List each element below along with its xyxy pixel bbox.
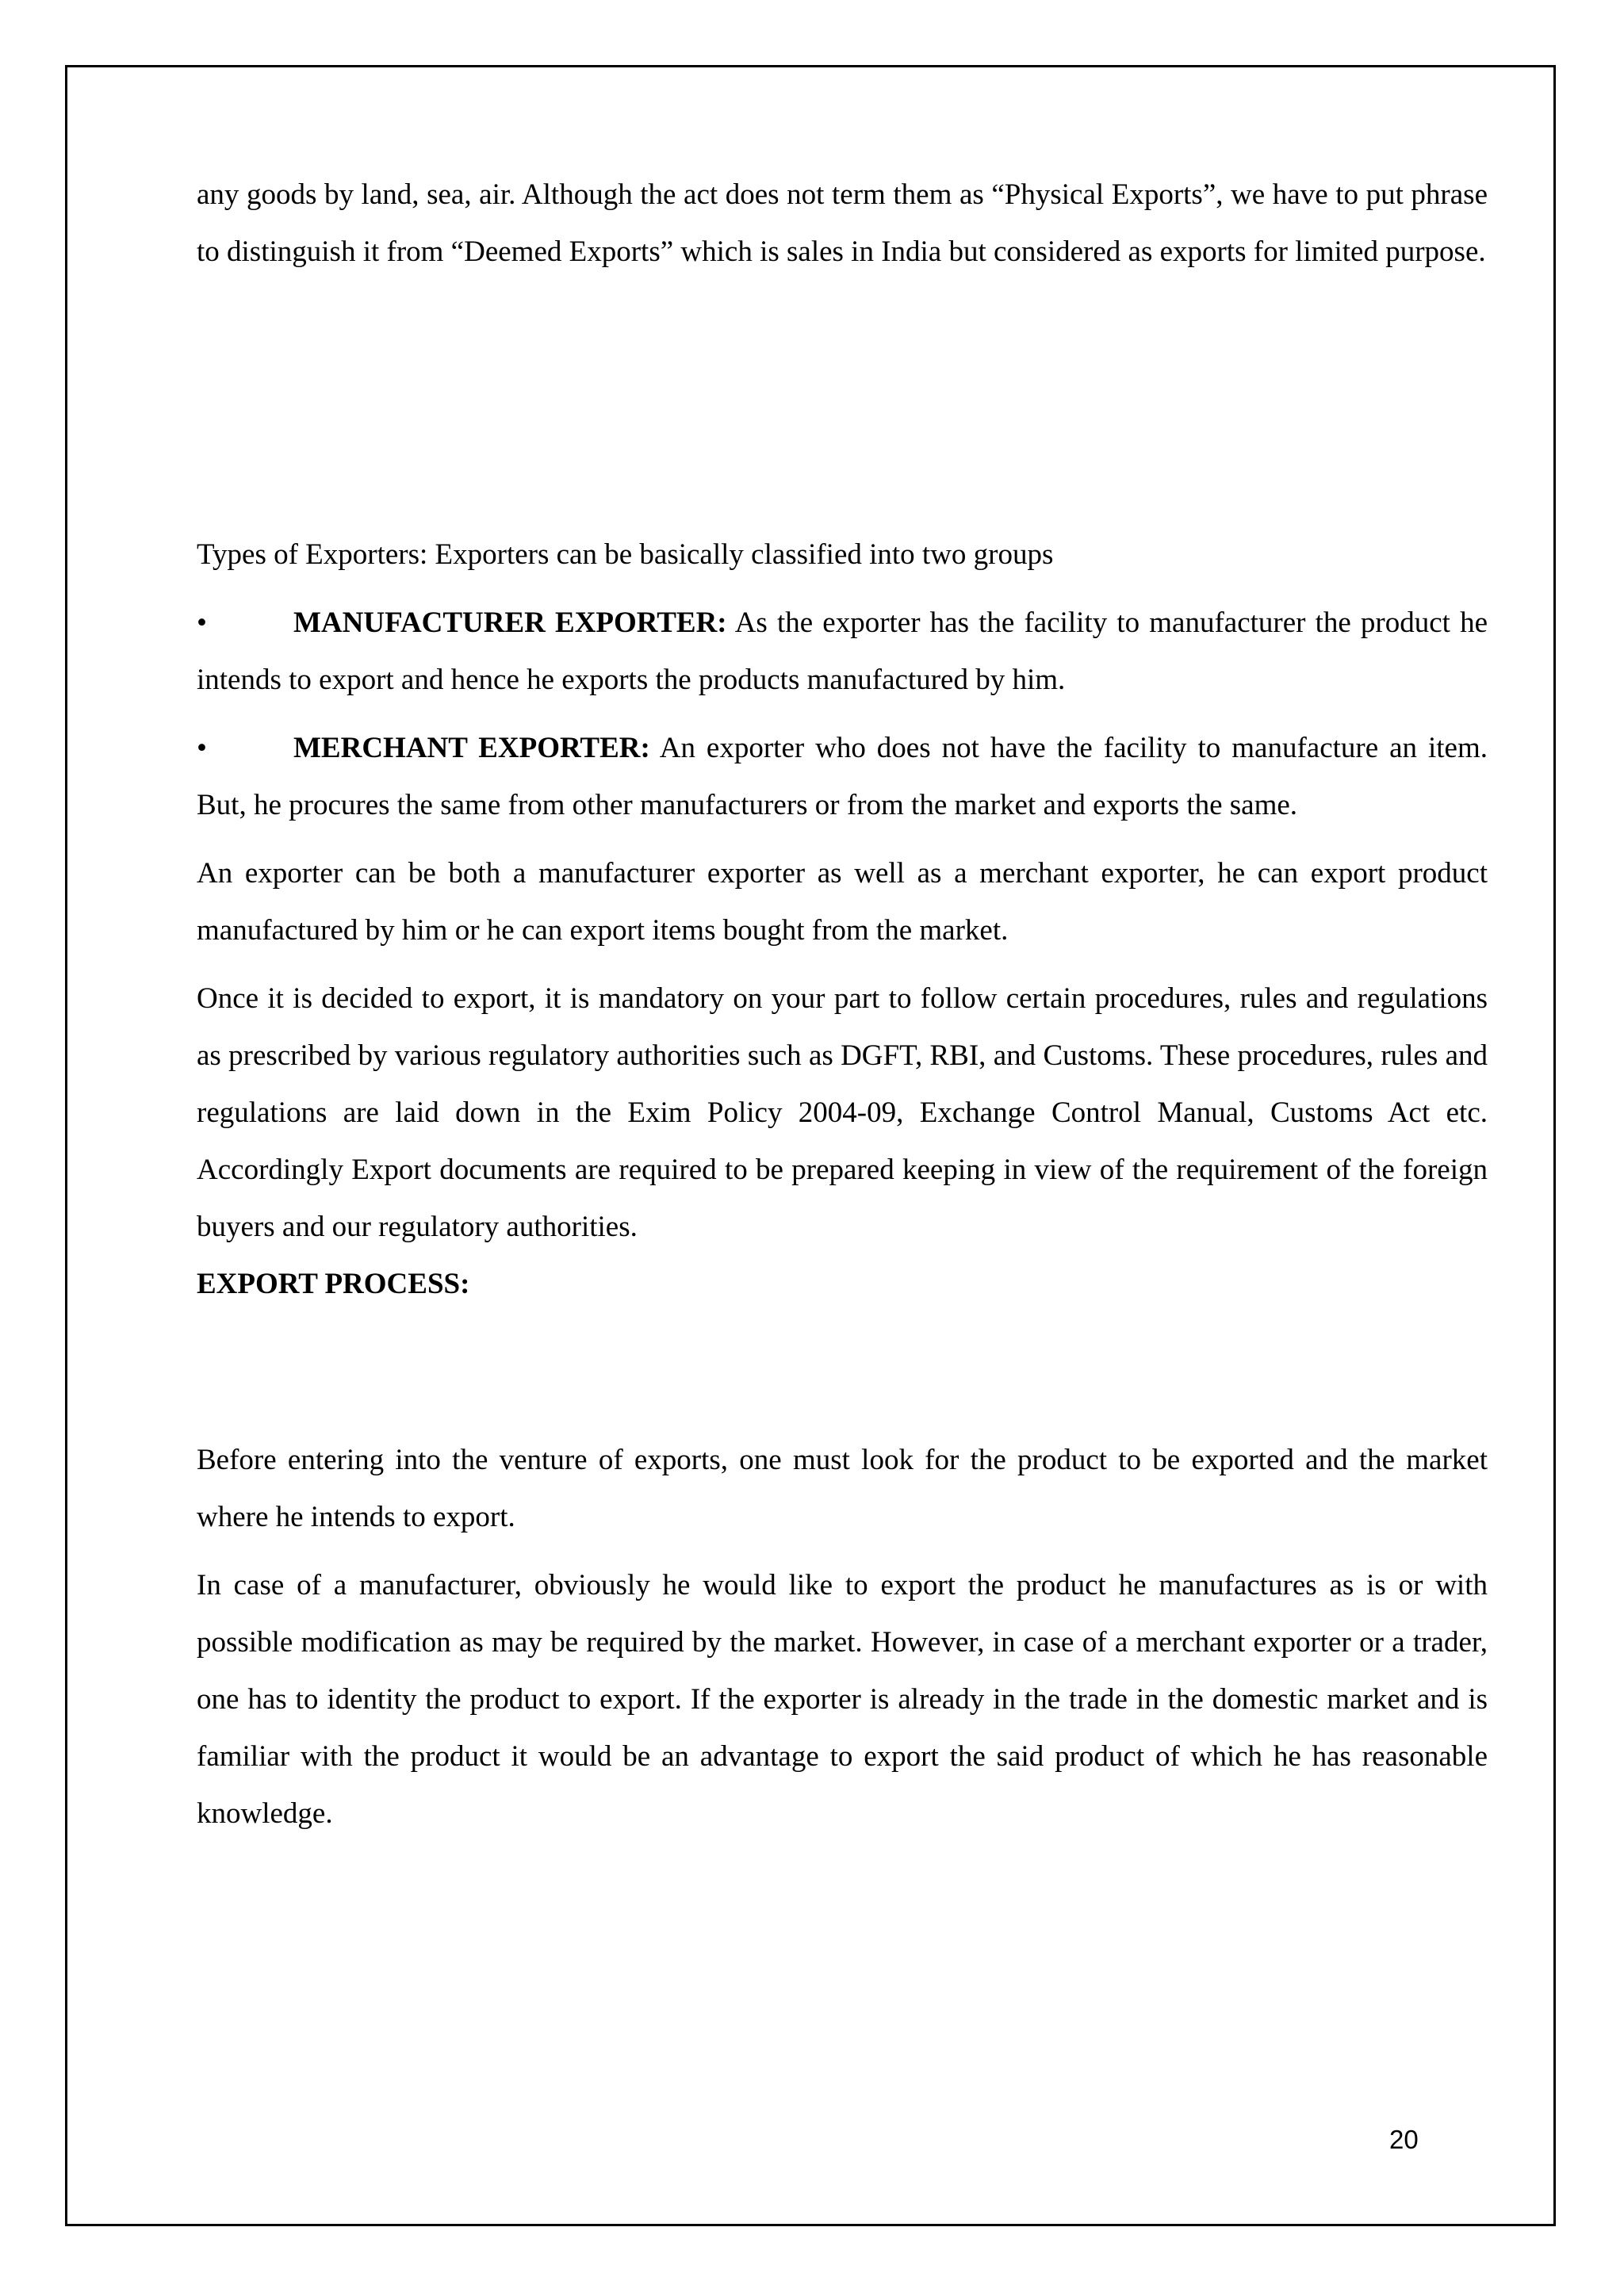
paragraph-physical-exports: any goods by land, sea, air. Although the act does not term them as “Physical Exports”, we have to put phrase to distinguish it from “Deemed Exports” which is sales in India but considered as exports for limited purpose.	[197, 178, 1488, 268]
paragraph-before-entering: Before entering into the venture of exports, one must look for the product to be exported and the market where he intends to export.	[197, 1444, 1488, 1533]
bullet-marker: •	[197, 732, 207, 764]
bullet-marker: •	[197, 607, 207, 639]
page-number: 20	[1389, 2125, 1419, 2154]
document-body	[197, 166, 1488, 1843]
paragraph-manufacturer-exporter	[197, 595, 1488, 709]
text-merchant-exporter: An exporter who does not have the facility to manufacture an item. But, he procures the same from other manufacturers or from the market and exports the same.	[197, 732, 1488, 821]
paragraph-merchant-exporter	[197, 720, 1488, 834]
text-manufacturer-exporter: As the exporter has the facility to manufacturer the product he intends to export and hence he exports the products manufactured by him.	[197, 607, 1488, 696]
paragraph-manufacturer-case: In case of a manufacturer, obviously he would like to export the product he manufactures as is or with possible modification as may be required by the market. However, in case of a merchant exporter or a trader, one has to identity the product to export. If the exporter is already in the trade in the domestic market and is familiar with the product it would be an advantage to export the said product of which he has reasonable knowledge.	[197, 1569, 1488, 1830]
label-manufacturer-exporter: MANUFACTURER EXPORTER:	[293, 607, 727, 639]
paragraph-both-exporter: An exporter can be both a manufacturer exporter as well as a merchant exporter, he can export product manufactured by him or he can export items bought from the market.	[197, 857, 1488, 947]
paragraph-types-of-exporters: Types of Exporters: Exporters can be basically classified into two groups	[197, 538, 1054, 571]
paragraph-procedures: Once it is decided to export, it is mandatory on your part to follow certain procedures, rules and regulations as prescribed by various regulatory authorities such as DGFT, RBI, and Customs. These procedures, rules and regulations are laid down in the Exim Policy 2004-09, Exchange Control Manual, Customs Act etc. Accordingly Export documents are required to be prepared keeping in view of the requirement of the foreign buyers and our regulatory authorities.	[197, 982, 1488, 1243]
label-merchant-exporter: MERCHANT EXPORTER:	[293, 732, 650, 764]
heading-export-process: EXPORT PROCESS:	[197, 1268, 470, 1300]
